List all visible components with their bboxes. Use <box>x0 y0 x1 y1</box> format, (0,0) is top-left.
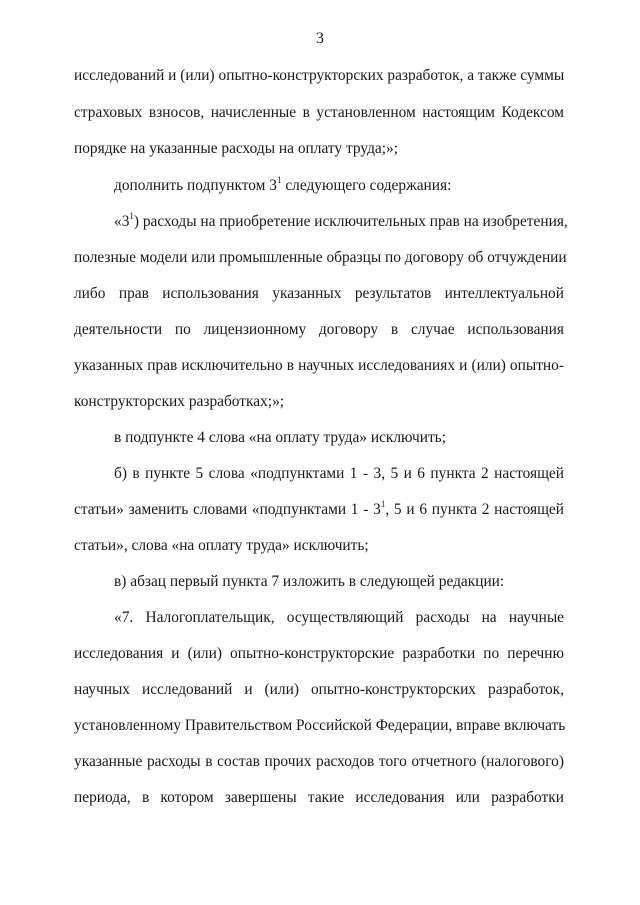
text-fragment: статьи» заменить словами «подпунктами 1 - 3 <box>74 501 381 518</box>
text-line: указанных прав исключительно в научных исследованиях и (или) опытно- <box>74 357 564 374</box>
text-line: полезные модели или промышленные образцы по договору об отчуждении <box>74 249 567 266</box>
superscript: 1 <box>129 210 134 221</box>
page-number: 3 <box>316 30 324 47</box>
text-line: либо прав использования указанных результатов интеллектуальной <box>74 285 564 302</box>
text-line: научных исследований и (или) опытно-конструкторских разработок, <box>74 681 564 698</box>
text-line: б) в пункте 5 слова «подпунктами 1 - 3, 5 и 6 пункта 2 настоящей <box>114 465 564 482</box>
text-line <box>74 500 564 520</box>
text-line <box>114 176 451 196</box>
text-fragment: ) расходы на приобретение исключительных прав на изобретения, <box>133 213 568 230</box>
text-line: исследования и (или) опытно-конструкторские разработки по перечню <box>74 645 564 662</box>
text-fragment: , 5 и 6 пункта 2 настоящей <box>385 501 564 518</box>
text-line: «7. Налогоплательщик, осуществляющий расходы на научные <box>114 609 564 626</box>
text-line: исследований и (или) опытно-конструкторских разработок, а также суммы <box>74 67 565 84</box>
superscript: 1 <box>380 498 386 509</box>
text-fragment: следующего содержания: <box>281 177 452 194</box>
text-line: страховых взносов, начисленные в установленном настоящим Кодексом <box>74 104 564 121</box>
text-line <box>114 210 568 232</box>
text-line: установленному Правительством Российской Федерации, вправе включать <box>74 717 566 734</box>
text-line: деятельности по лицензионному договору в случае использования <box>74 321 564 338</box>
text-line: порядке на указанные расходы на оплату труда;»; <box>74 140 398 157</box>
text-line: в) абзац первый пункта 7 изложить в следующей редакции: <box>114 573 505 590</box>
text-line: в подпункте 4 слова «на оплату труда» исключить; <box>114 429 446 446</box>
text-line: периода, в котором завершены такие исследования или разработки <box>74 789 564 806</box>
text-line: конструкторских разработках;»; <box>74 393 285 410</box>
text-line: указанные расходы в состав прочих расходов того отчетного (налогового) <box>74 753 564 770</box>
text-fragment: «3 <box>114 213 130 230</box>
superscript: 1 <box>276 174 282 185</box>
text-fragment: дополнить подпунктом 3 <box>114 177 277 194</box>
text-line: статьи», слова «на оплату труда» исключить; <box>74 537 369 554</box>
